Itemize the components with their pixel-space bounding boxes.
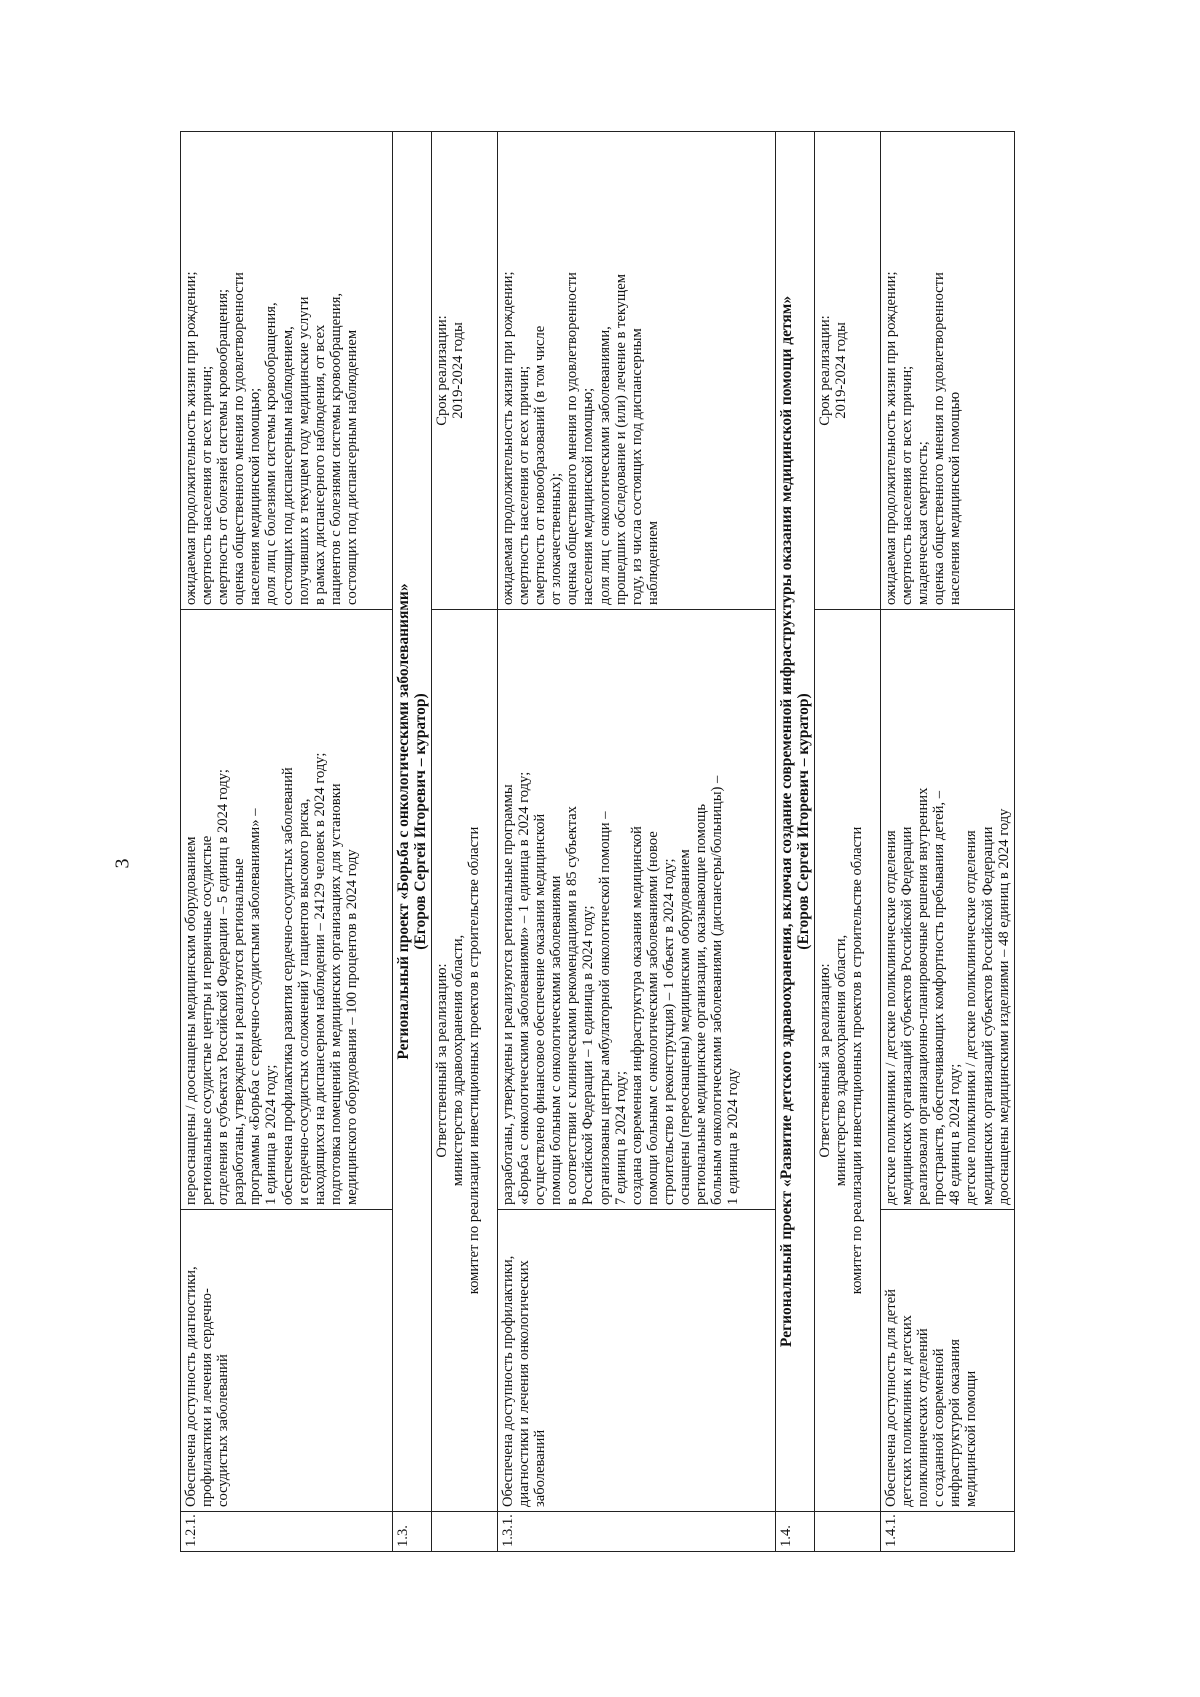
table-row xyxy=(881,131,1015,1551)
task-cell: Обеспечена доступность диагностики, профилактики и лечения сердечно- сосудистых заболеваний xyxy=(181,1210,393,1512)
empty-cell xyxy=(815,1512,881,1552)
indicators-cell: ожидаемая продолжительность жизни при рождении; смертность населения от всех причин; младенческая смертность; оценка общественного мнения по удовлетворенности населения медицинской помощью xyxy=(881,131,1015,609)
table-row xyxy=(498,131,776,1551)
table-row xyxy=(181,131,393,1551)
rotated-table-wrapper xyxy=(180,132,1070,1552)
responsible-cell: Ответственный за реализацию: министерство здравоохранения области, комитет по реализации инвестиционных проектов в строительстве области xyxy=(432,609,498,1511)
section-number: 1.4. xyxy=(776,1512,815,1552)
task-cell: Обеспечена доступность профилактики, диагностики и лечения онкологических заболеваний xyxy=(498,1210,776,1512)
results-cell: детские поликлиники / детские поликлинические отделения медицинских организаций субъектов Российской Федерации реализовали организационно-планировочные решения внутренних пространств, обеспечивающих комфортность пребывания детей, – 48 единиц в 2024 году; детские поликлиники / детские поликлинические отделения медицинских организаций субъектов Российской Федерации дооснащены медицинскими изделиями – 48 единиц в 2024 году xyxy=(881,609,1015,1209)
row-number: 1.4.1. xyxy=(881,1512,1015,1552)
section-title: Региональный проект «Развитие детского здравоохранения, включая создание современной инфраструктуры оказания медицинской помощи детям» (Егоров Сергей Игоревич – куратор) xyxy=(776,131,815,1511)
row-number: 1.2.1. xyxy=(181,1512,393,1552)
section-header-row xyxy=(393,131,432,1551)
responsible-row xyxy=(815,131,881,1551)
indicators-cell: ожидаемая продолжительность жизни при рождении; смертность населения от всех причин; смертность от новообразований (в том числе от злокачественных); оценка общественного мнения по удовлетворенности населения медицинской помощью; доля лиц с онкологическими заболеваниями, прошедших обследование и (или) лечение в текущем году, из числа состоящих под диспансерным наблюдением xyxy=(498,131,776,609)
measures-table xyxy=(180,131,1015,1552)
task-cell: Обеспечена доступность для детей детских поликлиник и детских поликлинических отделений с созданной современной инфраструктурой оказания медицинской помощи xyxy=(881,1210,1015,1512)
indicators-cell: ожидаемая продолжительность жизни при рождении; смертность населения от всех причин; смертность от болезней системы кровообращения; оценка общественного мнения по удовлетворенности населения медицинской помощью; доля лиц с болезнями системы кровообращения, состоящих под диспансерным наблюдением, получивших в текущем году медицинские услуги в рамках диспансерного наблюдения, от всех пациентов с болезнями системы кровообращения, состоящих под диспансерным наблюдением xyxy=(181,131,393,609)
page-number: 3 xyxy=(111,858,134,869)
results-cell: переоснащены / дооснащены медицинским оборудованием региональные сосудистые центры и первичные сосудистые отделения в субъектах Российской Федерации – 5 единиц в 2024 году; разработаны, утверждены и реализуются региональные программы «Борьба с сердечно-сосудистыми заболеваниями» – 1 единица в 2024 году; обеспечена профилактика развития сердечно-сосудистых заболеваний и сердечно-сосудистых осложнений у пациентов высокого риска, находящихся на диспансерном наблюдении – 24129 человек в 2024 году; подготовка помещений в медицинских организациях для установки медицинского оборудования – 100 процентов в 2024 году xyxy=(181,609,393,1209)
results-cell: разработаны, утверждены и реализуются региональные программы «Борьба с онкологическими заболеваниями» – 1 единица в 2024 году; осуществлено финансовое обеспечение оказания медицинской помощи больным с онкологическими заболеваниями в соответствии с клиническими рекомендациями в 85 субъектах Российской Федерации – 1 единица в 2024 году; организованы центры амбулаторной онкологической помощи – 7 единиц в 2024 году; создана современная инфраструктура оказания медицинской помощи больным с онкологическими заболеваниями (новое строительство и реконструкция) – 1 объект в 2024 году; оснащены (переоснащены) медицинским оборудованием региональные медицинские организации, оказывающие помощь больным онкологическими заболеваниями (диспансеры/больницы) – 1 единица в 2024 году xyxy=(498,609,776,1209)
section-number: 1.3. xyxy=(393,1512,432,1552)
section-title: Региональный проект «Борьба с онкологическими заболеваниями» (Егоров Сергей Игоревич – куратор) xyxy=(393,131,432,1511)
section-header-row xyxy=(776,131,815,1551)
empty-cell xyxy=(432,1512,498,1552)
responsible-row xyxy=(432,131,498,1551)
term-cell: Срок реализации: 2019-2024 годы xyxy=(815,131,881,609)
row-number: 1.3.1. xyxy=(498,1512,776,1552)
responsible-cell: Ответственный за реализацию: министерство здравоохранения области, комитет по реализации инвестиционных проектов в строительстве области xyxy=(815,609,881,1511)
term-cell: Срок реализации: 2019-2024 годы xyxy=(432,131,498,609)
